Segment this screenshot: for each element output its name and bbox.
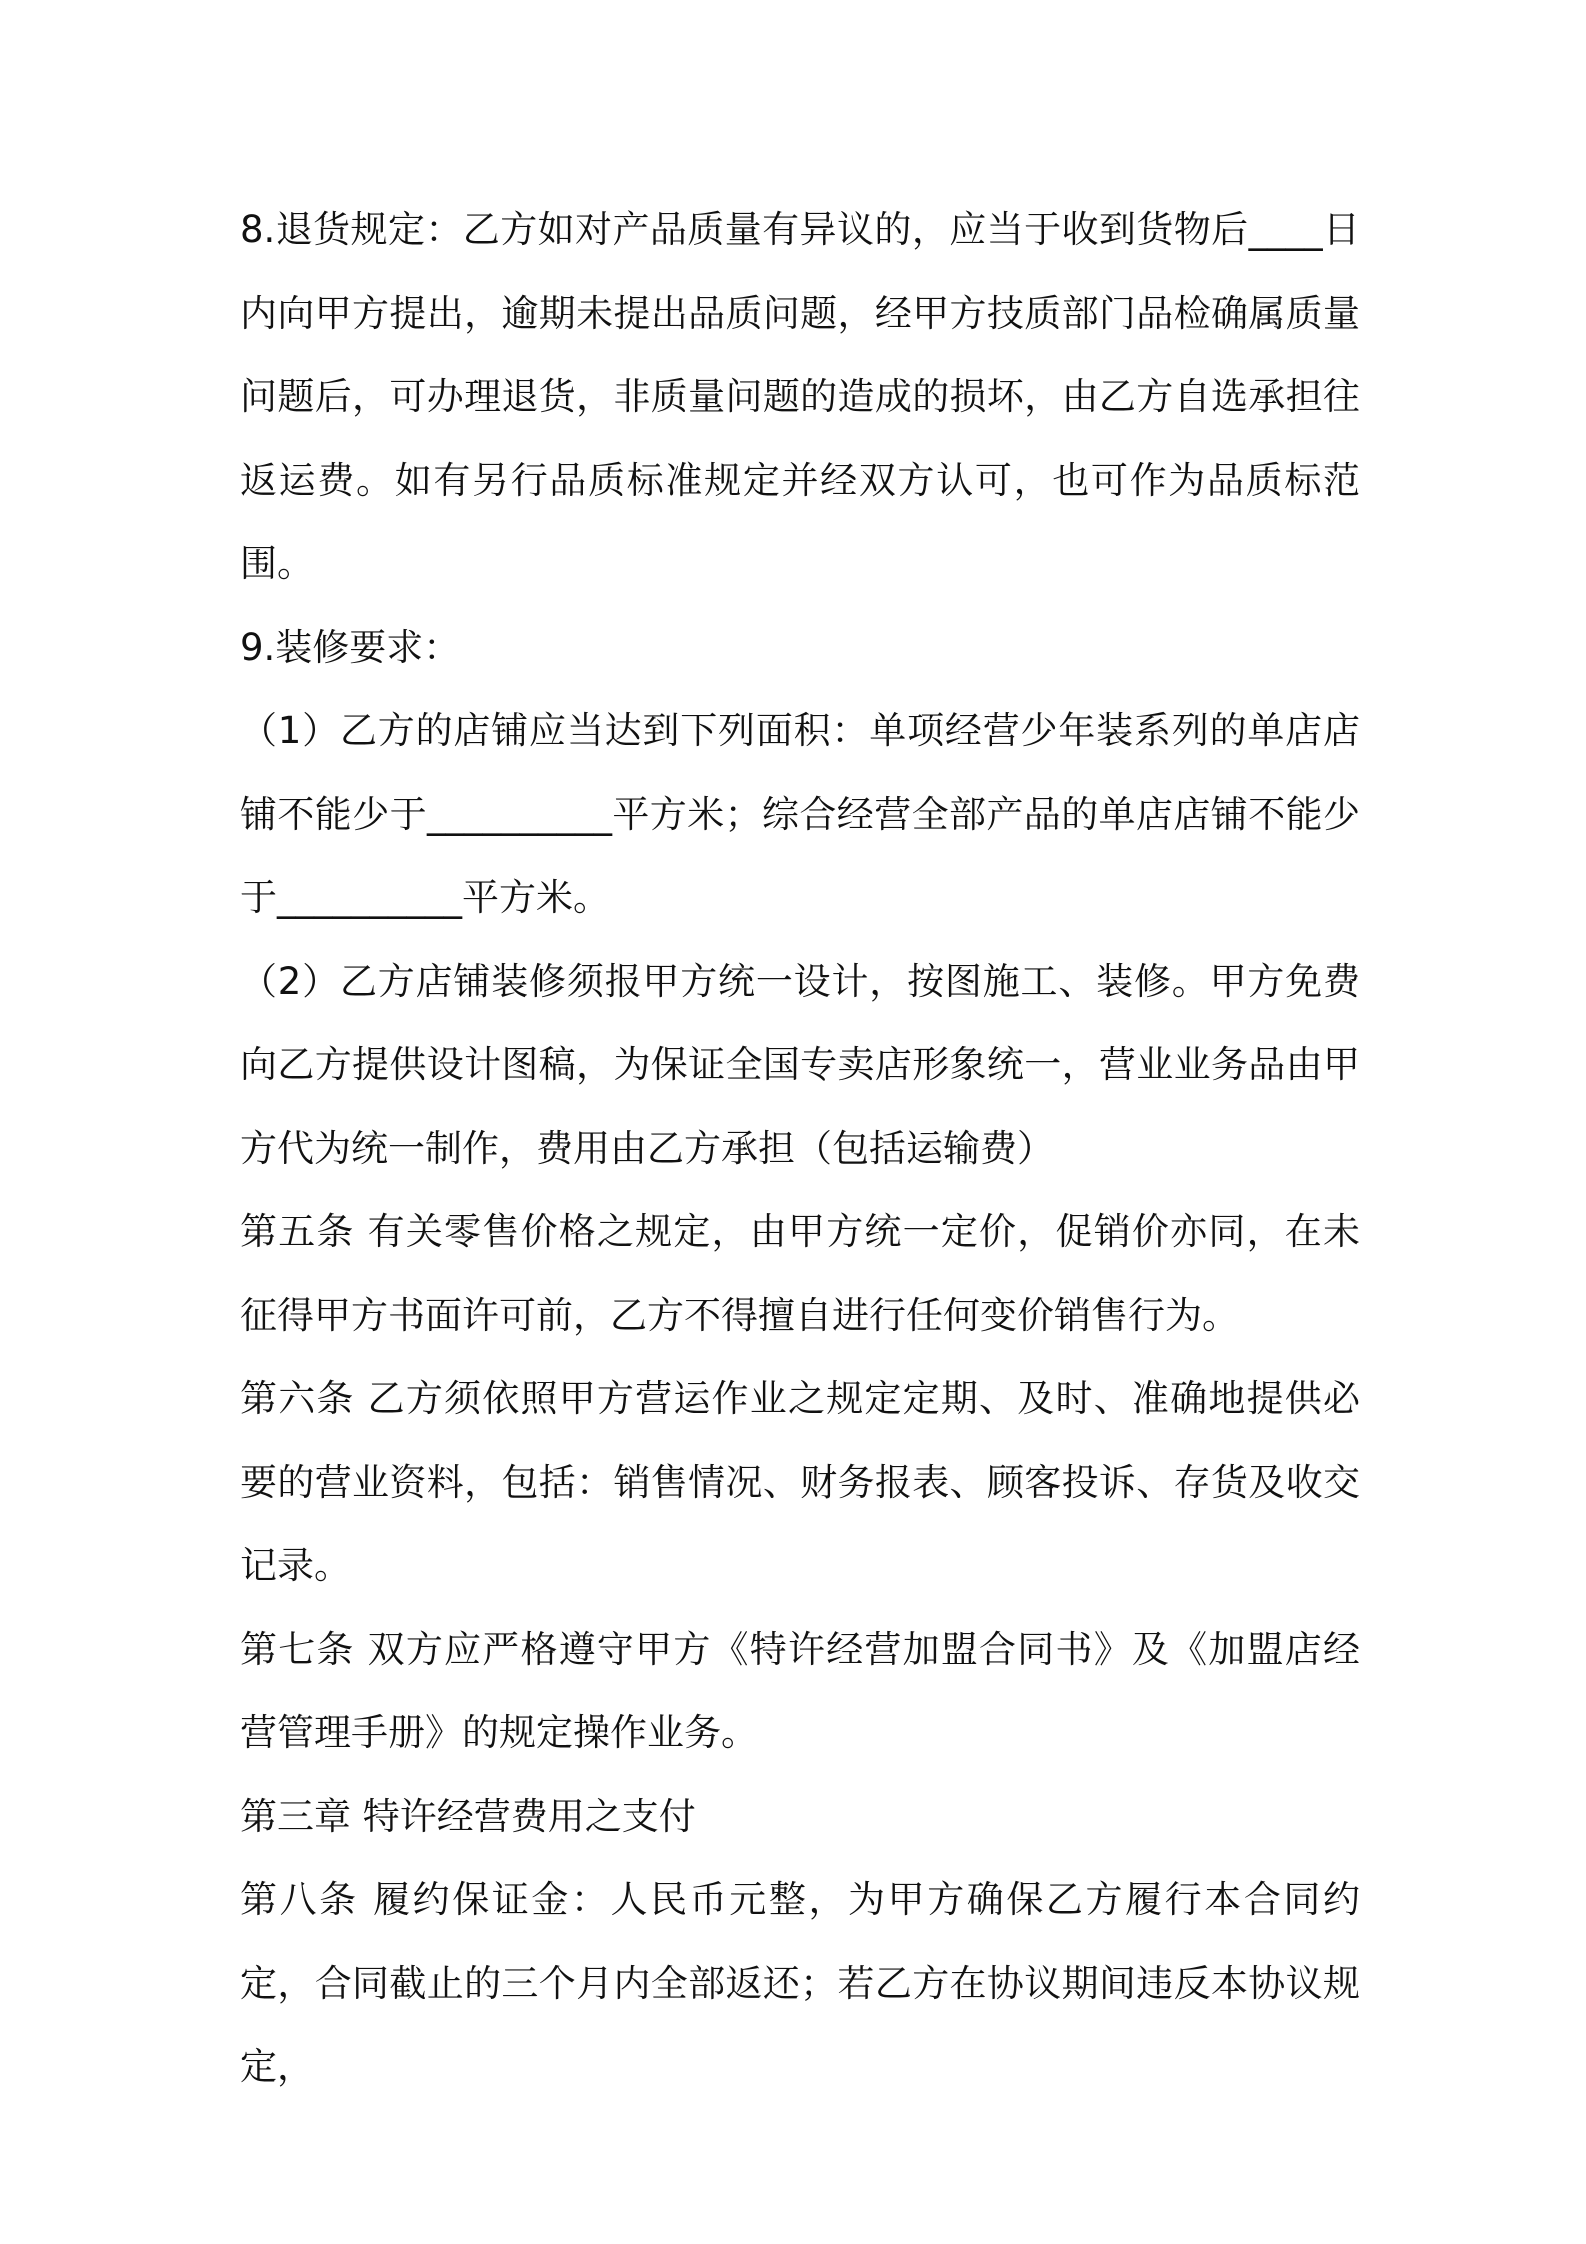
article-8-deposit: 第八条 履约保证金：人民币元整，为甲方确保乙方履行本合同约定，合同截止的三个月内全部返还；若乙方在协议期间违反本协议规定，	[240, 1878, 1360, 2088]
chapter-3-heading: 第三章 特许经营费用之支付	[240, 1794, 696, 1838]
clause-9-decoration-heading: 9.装修要求：	[240, 625, 461, 669]
article-5-retail-price: 第五条 有关零售价格之规定，由甲方统一定价，促销价亦同，在未征得甲方书面许可前，乙方不得擅自进行任何变价销售行为。	[240, 1210, 1360, 1337]
clause-8-return-policy: 8.退货规定：乙方如对产品质量有异议的，应当于收到货物后____日内向甲方提出，逾期未提出品质问题，经甲方技质部门品检确属质量问题后，可办理退货，非质量问题的造成的损坏，由乙方自选承担往返运费。如有另行品质标准规定并经双方认可，也可作为品质标范围。	[240, 208, 1360, 585]
clause-9-2-store-design: （2）乙方店铺装修须报甲方统一设计，按图施工、装修。甲方免费向乙方提供设计图稿，为保证全国专卖店形象统一，营业业务品由甲方代为统一制作，费用由乙方承担（包括运输费）	[240, 959, 1360, 1170]
article-7-compliance: 第七条 双方应严格遵守甲方《特许经营加盟合同书》及《加盟店经营管理手册》的规定操作业务。	[240, 1627, 1360, 1754]
clause-9-1-store-area: （1）乙方的店铺应当达到下列面积：单项经营少年装系列的单店店铺不能少于__________平方米；综合经营全部产品的单店店铺不能少于__________平方米。	[240, 709, 1360, 919]
article-6-business-data: 第六条 乙方须依照甲方营运作业之规定定期、及时、准确地提供必要的营业资料，包括：销售情况、财务报表、顾客投诉、存货及收交记录。	[240, 1377, 1360, 1587]
document-page	[240, 188, 1360, 2109]
